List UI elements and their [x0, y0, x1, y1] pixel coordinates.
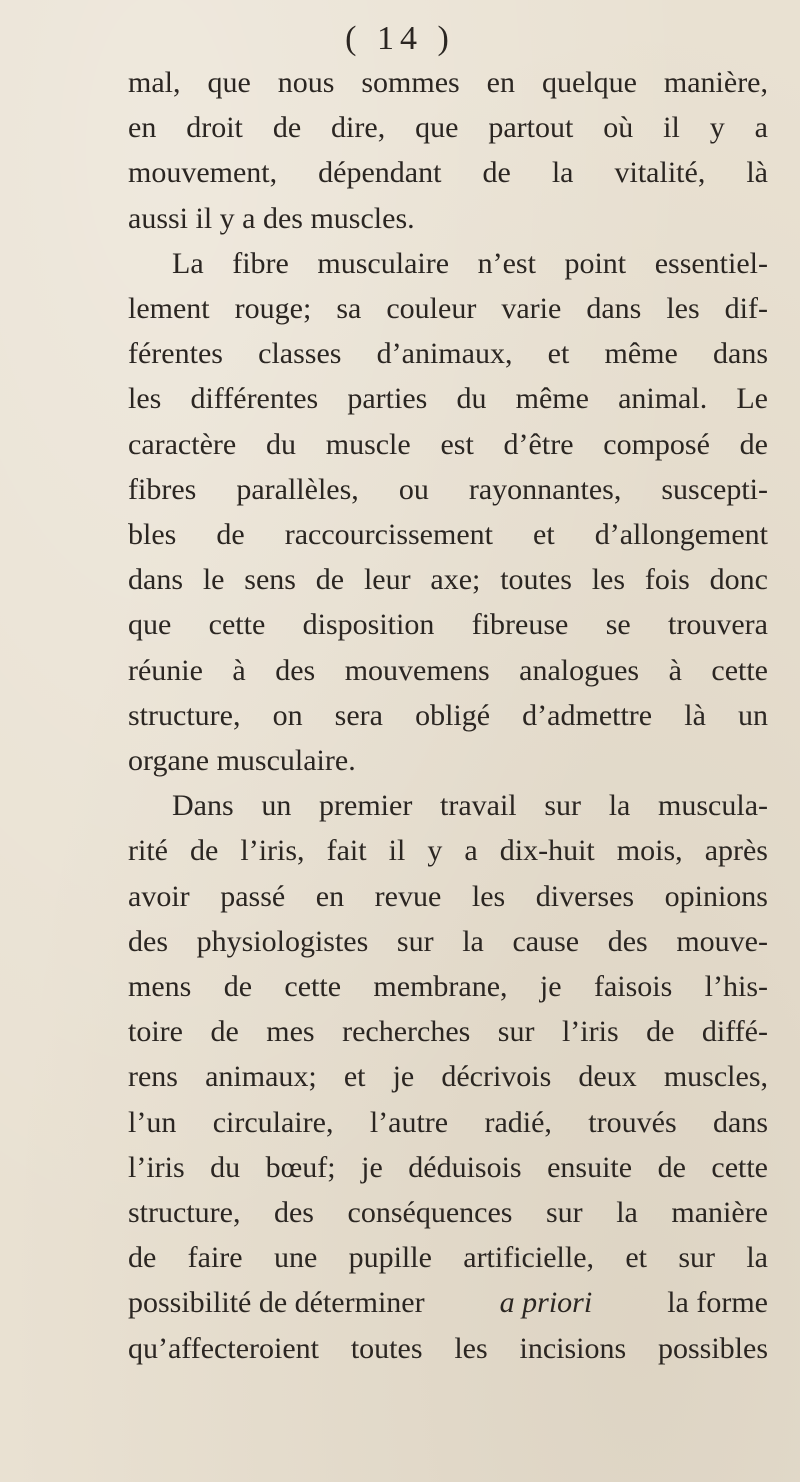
text-line: des physiologistes sur la cause des mouve-: [128, 924, 768, 958]
text-line: rité de l’iris, fait il y a dix-huit mois, après: [128, 834, 768, 868]
text-line-with-italic: [128, 1280, 768, 1325]
text-line: bles de raccourcissement et d’allongement: [128, 518, 768, 551]
text-line: que cette disposition fibreuse se trouvera: [128, 608, 768, 642]
text-line: dans le sens de leur axe; toutes les fois donc: [128, 563, 768, 597]
text-fragment: la forme: [667, 1286, 768, 1320]
text-line: de faire une pupille artificielle, et sur la: [128, 1241, 768, 1275]
text-line: qu’affecteroient toutes les incisions possibles: [128, 1331, 768, 1365]
text-line: fibres parallèles, ou rayonnantes, suscepti-: [128, 472, 768, 506]
paragraph-start-line: La fibre musculaire n’est point essentiel-: [172, 246, 768, 280]
text-line: réunie à des mouvemens analogues à cette: [128, 653, 768, 687]
text-line: organe musculaire.: [128, 744, 356, 777]
text-line: aussi il y a des muscles.: [128, 201, 415, 235]
text-line: lement rouge; sa couleur varie dans les dif-: [128, 292, 768, 325]
text-line: l’iris du bœuf; je déduisois ensuite de cette: [128, 1150, 768, 1184]
text-fragment: possibilité de déterminer: [128, 1286, 425, 1320]
text-line: en droit de dire, que partout où il y a: [128, 111, 768, 145]
text-line: avoir passé en revue les diverses opinions: [128, 879, 768, 913]
text-line: mens de cette membrane, je faisois l’his-: [128, 970, 768, 1003]
text-line: caractère du muscle est d’être composé de: [128, 427, 768, 461]
text-line: férentes classes d’animaux, et même dans: [128, 337, 768, 371]
text-line: mal, que nous sommes en quelque manière,: [128, 66, 768, 99]
page-number: ( 14 ): [345, 20, 455, 57]
text-line: structure, on sera obligé d’admettre là un: [128, 698, 768, 732]
text-line: les différentes parties du même animal. Le: [128, 382, 768, 416]
text-line: rens animaux; et je décrivois deux muscles,: [128, 1060, 768, 1094]
text-line: mouvement, dépendant de la vitalité, là: [128, 156, 768, 190]
text-line: l’un circulaire, l’autre radié, trouvés dans: [128, 1105, 768, 1139]
italic-phrase: a priori: [499, 1286, 593, 1320]
text-line: structure, des conséquences sur la manière: [128, 1196, 768, 1229]
paragraph-start-line: Dans un premier travail sur la muscula-: [172, 789, 768, 823]
text-line: toire de mes recherches sur l’iris de diffé-: [128, 1015, 768, 1049]
